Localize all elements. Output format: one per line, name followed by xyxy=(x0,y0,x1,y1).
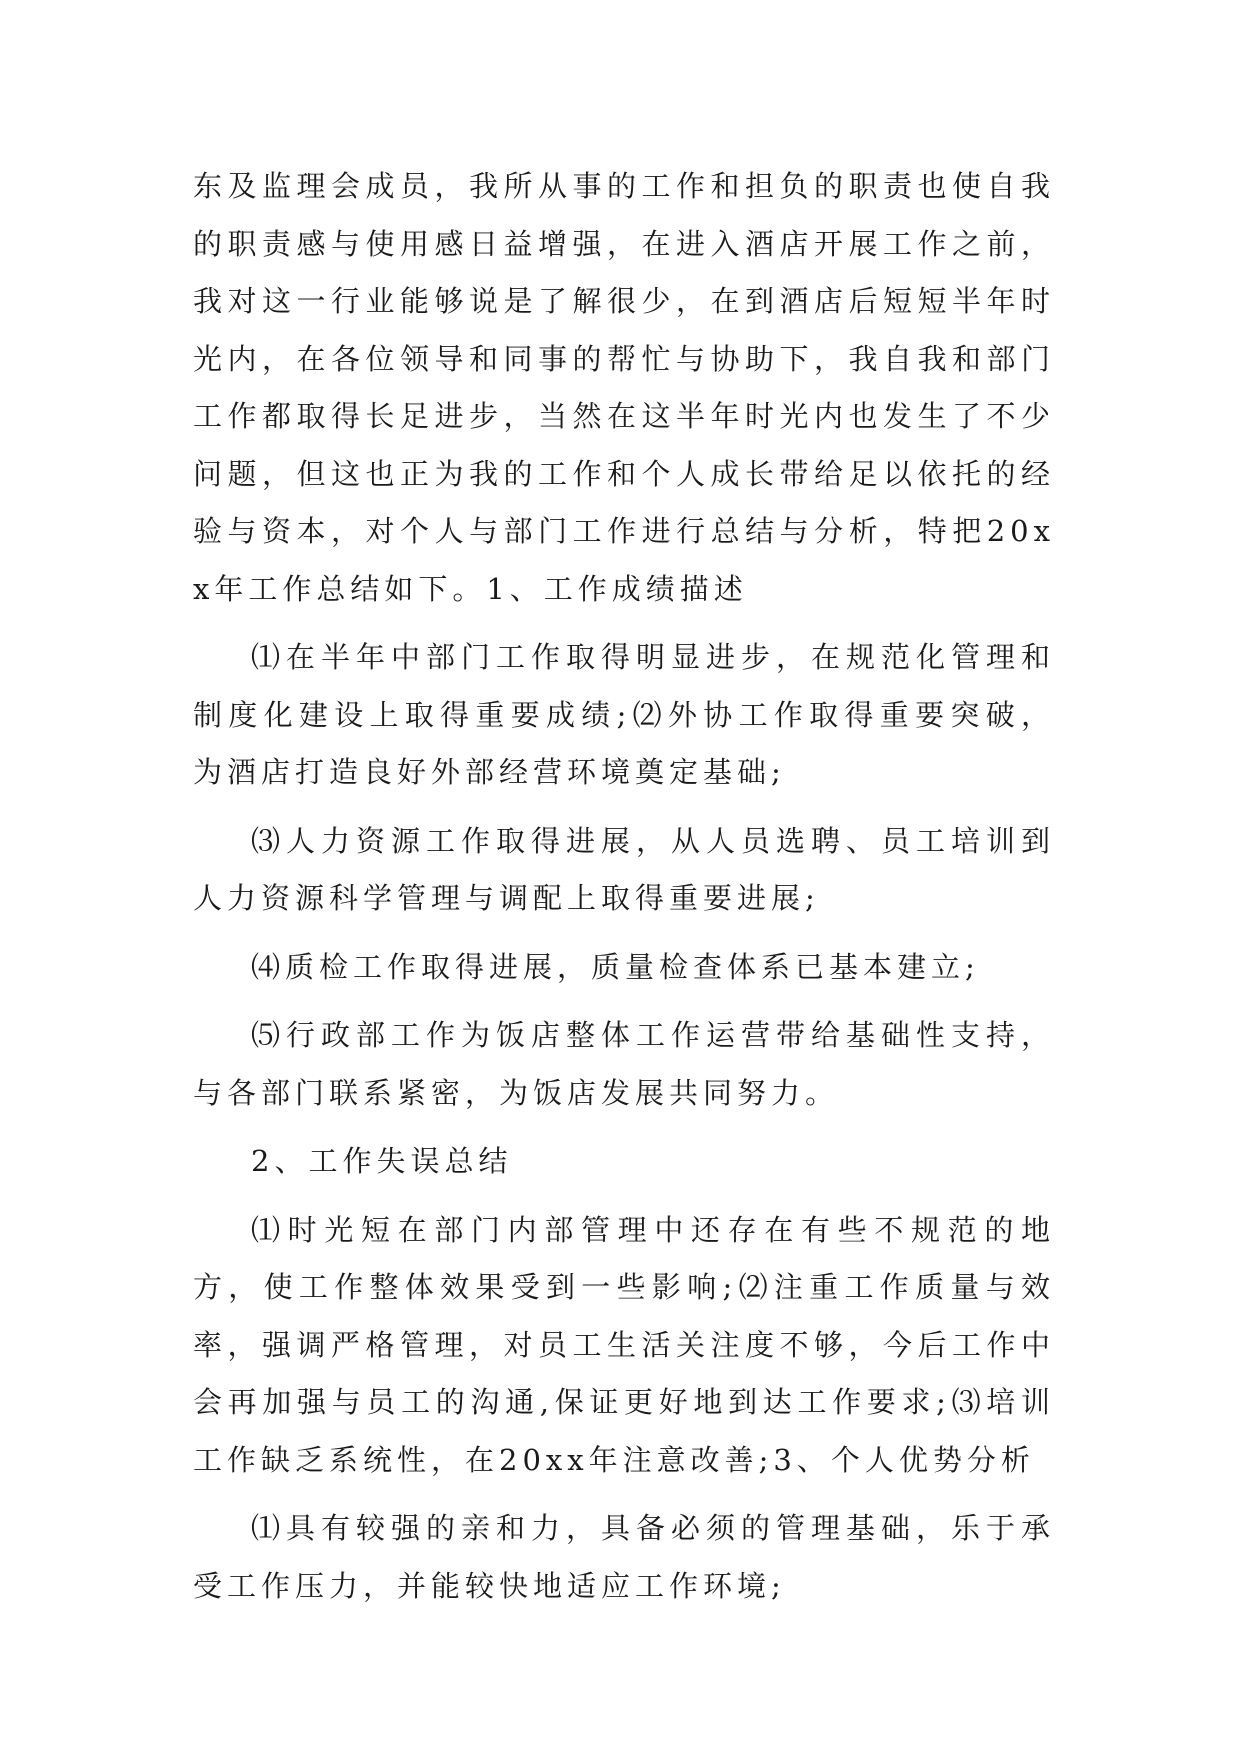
paragraph-achievement-4: ⑷质检工作取得进展，质量检查体系已基本建立; xyxy=(251,949,980,984)
paragraph-intro: 东及监理会成员，我所从事的工作和担负的职责也使自我的职责感与使用感日益增强，在进入酒店开展工作之前，我对这一行业能够说是了解很少，在到酒店后短短半年时光内，在各位领导和同事的帮忙与协助下，我自我和部门工作都取得长足进步，当然在这半年时光内也发生了不少问题，但这也正为我的工作和个人成长带给足以依托的经验与资本，对个人与部门工作进行总结与分析，特把20xx年工作总结如下。1、工作成绩描述 xyxy=(193,169,1055,606)
paragraph-strengths-1: ⑴具有较强的亲和力，具备必须的管理基础，乐于承受工作压力，并能较快地适应工作环境; xyxy=(193,1511,1055,1603)
paragraph-achievement-3: ⑶人力资源工作取得进展，从人员选聘、员工培训到人力资源科学管理与调配上取得重要进展; xyxy=(193,823,1055,915)
paragraph-achievement-5: ⑸行政部工作为饭店整体工作运营带给基础性支持，与各部门联系紧密，为饭店发展共同努力。 xyxy=(193,1018,1055,1110)
paragraph-achievement-1-2: ⑴在半年中部门工作取得明显进步，在规范化管理和制度化建设上取得重要成绩;⑵外协工作取得重要突破，为酒店打造良好外部经营环境奠定基础; xyxy=(193,640,1055,789)
paragraph-mistakes: ⑴时光短在部门内部管理中还存在有些不规范的地方，使工作整体效果受到一些影响;⑵注重工作质量与效率，强调严格管理，对员工生活关注度不够，今后工作中会再加强与员工的沟通,保证更好地到达工作要求;⑶培训工作缺乏系统性，在20xx年注意改善;3、个人优势分析 xyxy=(193,1212,1055,1477)
document-body xyxy=(193,158,1055,1626)
section-heading-mistakes: 2、工作失误总结 xyxy=(251,1144,513,1178)
